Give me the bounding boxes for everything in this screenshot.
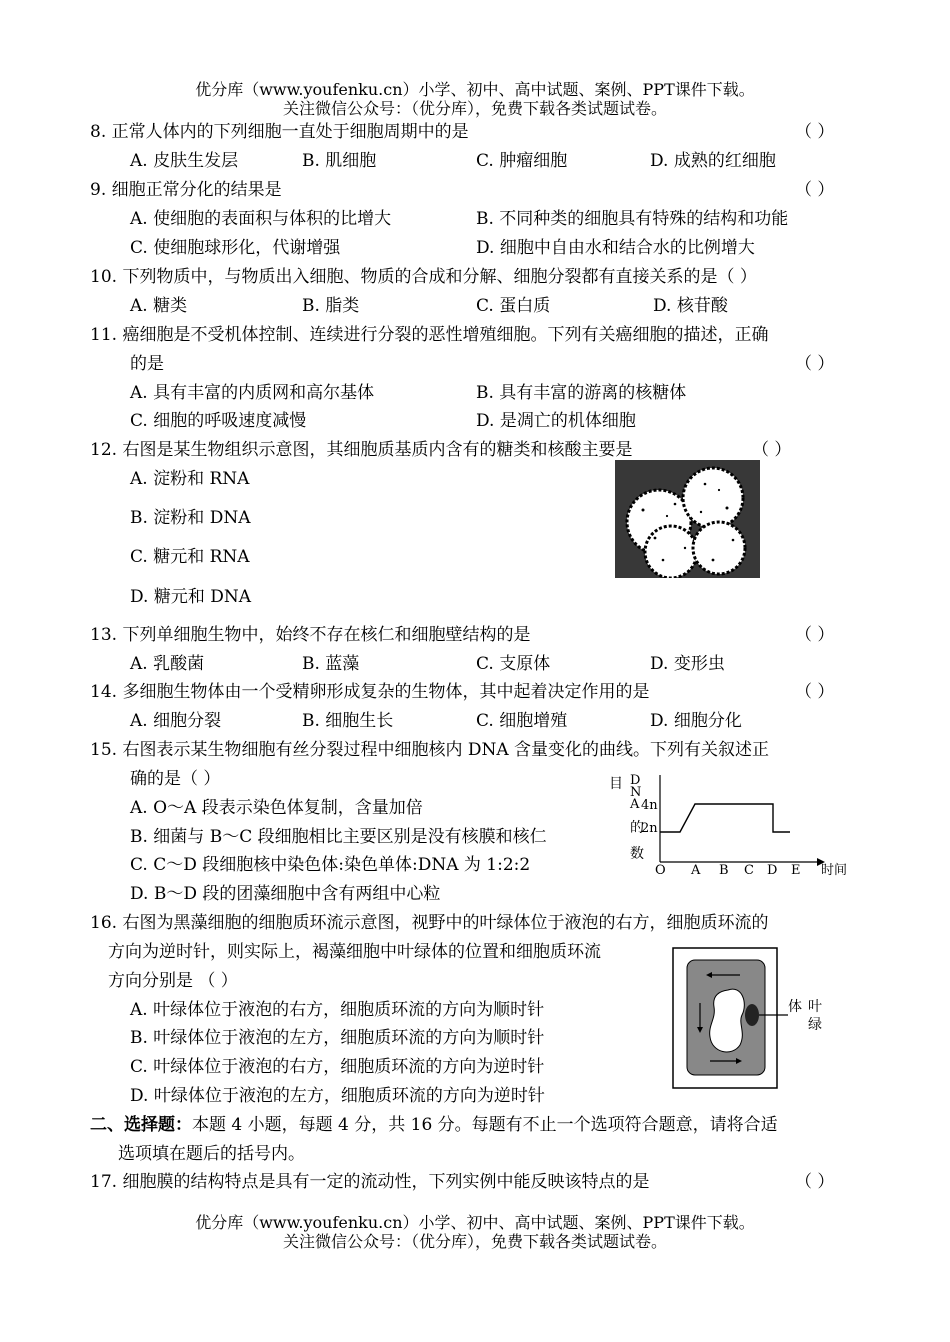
graph-ylabel-char-2: D: [630, 773, 641, 788]
q10-option-a: A. 糖类: [130, 296, 188, 316]
q9-option-c: C. 使细胞球形化，代谢增强: [130, 238, 341, 258]
q8-option-b: B. 肌细胞: [302, 151, 377, 171]
q14-answer-paren: （ ）: [795, 682, 835, 702]
q11-option-a: A. 具有丰富的内质网和高尔基体: [130, 383, 375, 403]
graph-dna-curve: [660, 804, 790, 832]
q12-option-a: A. 淀粉和 RNA: [130, 469, 250, 489]
q16-stem-line-2: 方向为逆时针，则实际上，褐藻细胞中叶绿体的位置和细胞质环流: [108, 942, 601, 962]
q15-option-d: D. B～D 段的团藻细胞中含有两组中心粒: [130, 884, 441, 904]
label-ti: 体: [788, 999, 802, 1015]
q17-answer-paren: （ ）: [795, 1172, 835, 1192]
graph-ytick-4n: 4n: [641, 798, 658, 813]
q12-stem: 12. 右图是某生物组织示意图，其细胞质基质内含有的糖类和核酸主要是: [90, 440, 633, 460]
graph-xtick-d: D: [767, 863, 778, 878]
q10-stem: 10. 下列物质中，与物质出入细胞、物质的合成和分解、细胞分裂都有直接关系的是（ ）: [90, 267, 757, 287]
footer-line-2: 关注微信公众号：（优分库），免费下载各类试题试卷。: [282, 1232, 667, 1251]
q10-option-b: B. 脂类: [302, 296, 360, 316]
q8-option-a: A. 皮肤生发层: [130, 151, 239, 171]
q16-option-a: A. 叶绿体位于液泡的右方，细胞质环流的方向为顺时针: [130, 1000, 545, 1020]
graph-xtick-c: C: [744, 863, 754, 878]
q13-option-d: D. 变形虫: [650, 654, 725, 674]
q15-stem-line-1: 15. 右图表示某生物细胞有丝分裂过程中细胞核内 DNA 含量变化的曲线。下列有关叙述正: [90, 740, 770, 760]
q8-stem: 8. 正常人体内的下列细胞一直处于细胞周期中的是: [90, 122, 469, 142]
graph-ylabel-char-4: A: [630, 797, 640, 812]
dna-content-graph: [605, 770, 855, 880]
q8-answer-paren: （ ）: [795, 122, 835, 142]
q11-option-c: C. 细胞的呼吸速度减慢: [130, 411, 307, 431]
algae-cell-figure: [670, 945, 845, 1093]
label-ye: 叶: [808, 999, 822, 1015]
q14-stem: 14. 多细胞生物体由一个受精卵形成复杂的生物体，其中起着决定作用的是: [90, 682, 650, 702]
q13-answer-paren: （ ）: [795, 625, 835, 645]
q16-stem-line-1: 16. 右图为黑藻细胞的细胞质环流示意图，视野中的叶绿体位于液泡的右方，细胞质环流的: [90, 913, 769, 933]
q13-option-a: A. 乳酸菌: [130, 654, 205, 674]
q16-stem-line-3: 方向分别是 （ ）: [108, 971, 238, 991]
graph-xlabel: 时间: [821, 863, 848, 878]
q15-stem-line-2: 确的是（ ）: [130, 769, 221, 789]
q11-option-d: D. 是凋亡的机体细胞: [476, 411, 636, 431]
q12-option-b: B. 淀粉和 DNA: [130, 508, 251, 528]
graph-xtick-e: E: [791, 863, 801, 878]
vacuole: [710, 989, 745, 1052]
q17-stem: 17. 细胞膜的结构特点是具有一定的流动性，下列实例中能反映该特点的是: [90, 1172, 650, 1192]
graph-ylabel-char-5: 的: [630, 820, 644, 836]
section-2-line-2: 选项填在题后的括号内。: [118, 1144, 305, 1164]
header-line-1: 优分库（www.youfenku.cn）小学、初中、高中试题、案例、PPT课件下载。: [195, 80, 755, 99]
q16-option-d: D. 叶绿体位于液泡的左方，细胞质环流的方向为逆时针: [130, 1086, 545, 1106]
q14-option-c: C. 细胞增殖: [476, 711, 568, 731]
q13-option-c: C. 支原体: [476, 654, 551, 674]
q14-option-a: A. 细胞分裂: [130, 711, 222, 731]
footer-line-1: 优分库（www.youfenku.cn）小学、初中、高中试题、案例、PPT课件下载。: [195, 1213, 755, 1232]
q15-option-b: B. 细菌与 B～C 段细胞相比主要区别是没有核膜和核仁: [130, 827, 547, 847]
q11-stem-line-1: 11. 癌细胞是不受机体控制、连续进行分裂的恶性增殖细胞。下列有关癌细胞的描述，正确: [90, 325, 769, 345]
graph-ytick-2n: 2n: [641, 821, 658, 836]
q10-option-d: D. 核苷酸: [653, 296, 728, 316]
graph-ylabel-char-6: 数: [630, 846, 644, 862]
q16-option-c: C. 叶绿体位于液泡的右方，细胞质环流的方向为逆时针: [130, 1057, 545, 1077]
q9-stem: 9. 细胞正常分化的结果是: [90, 180, 282, 200]
q10-option-c: C. 蛋白质: [476, 296, 551, 316]
q9-option-d: D. 细胞中自由水和结合水的比例增大: [476, 238, 755, 258]
q11-stem-line-2: 的是: [130, 354, 164, 374]
section-2-title: 二、选择题：: [90, 1115, 192, 1135]
q15-option-c: C. C～D 段细胞核中染色体:染色单体:DNA 为 1:2:2: [130, 855, 531, 875]
q9-option-b: B. 不同种类的细胞具有特殊的结构和功能: [476, 209, 789, 229]
q11-option-b: B. 具有丰富的游离的核糖体: [476, 383, 687, 403]
q12-option-d: D. 糖元和 DNA: [130, 587, 252, 607]
label-lv: 绿: [808, 1017, 822, 1033]
q15-option-a: A. O～A 段表示染色体复制，含量加倍: [130, 798, 423, 818]
q9-answer-paren: （ ）: [795, 180, 835, 200]
header-line-2: 关注微信公众号：（优分库），免费下载各类试题试卷。: [282, 99, 667, 118]
tissue-cells-figure: [615, 460, 760, 578]
q12-option-c: C. 糖元和 RNA: [130, 547, 250, 567]
section-2-instructions: 本题 4 小题，每题 4 分，共 16 分。每题有不止一个选项符合题意，请将合适: [192, 1115, 778, 1135]
q13-stem: 13. 下列单细胞生物中，始终不存在核仁和细胞壁结构的是: [90, 625, 531, 645]
section-2-line-1: [90, 1114, 778, 1136]
graph-ylabel-char-1: 目: [609, 776, 623, 792]
graph-xtick-o: O: [655, 863, 666, 878]
q14-option-d: D. 细胞分化: [650, 711, 742, 731]
q11-answer-paren: （ ）: [795, 354, 835, 374]
chloroplast: [745, 1004, 759, 1026]
graph-xtick-a: A: [691, 863, 701, 878]
graph-xtick-b: B: [719, 863, 729, 878]
graph-ylabel-char-3: N: [630, 785, 642, 800]
q16-option-b: B. 叶绿体位于液泡的左方，细胞质环流的方向为顺时针: [130, 1028, 545, 1048]
q13-option-b: B. 蓝藻: [302, 654, 360, 674]
q9-option-a: A. 使细胞的表面积与体积的比增大: [130, 209, 392, 229]
q12-answer-paren: （ ）: [752, 440, 792, 460]
q14-option-b: B. 细胞生长: [302, 711, 394, 731]
q8-option-d: D. 成熟的红细胞: [650, 151, 776, 171]
q8-option-c: C. 肿瘤细胞: [476, 151, 568, 171]
